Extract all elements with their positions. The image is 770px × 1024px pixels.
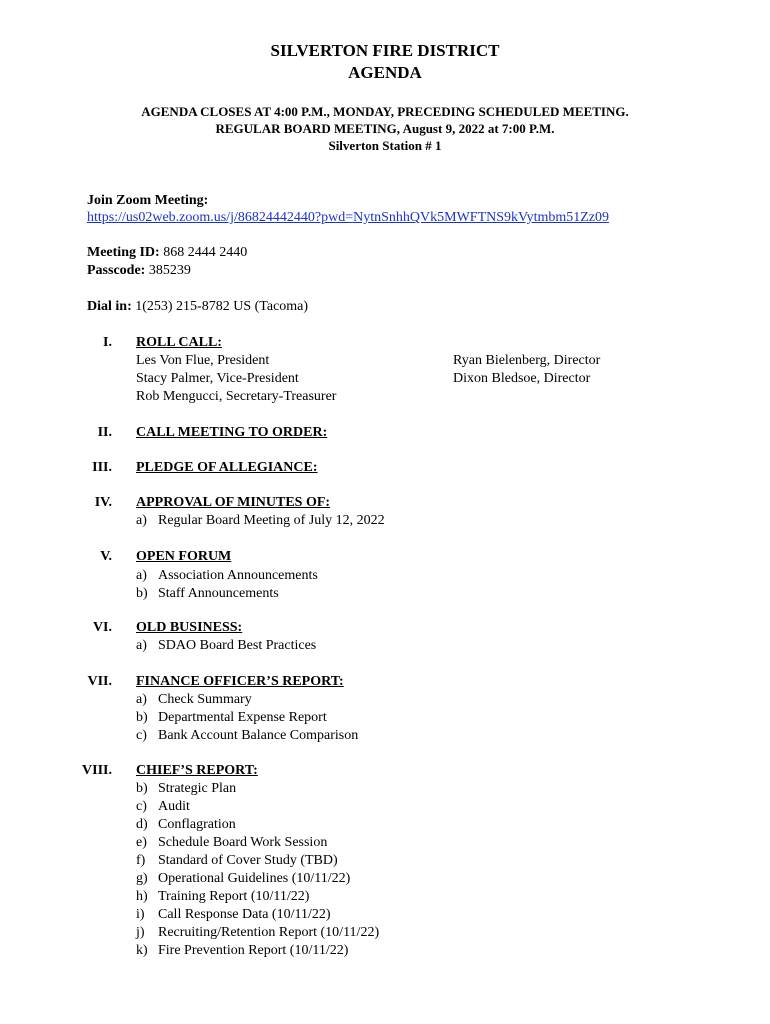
section-number-1: I. (103, 335, 112, 350)
dial-in-label: Dial in: (87, 299, 132, 314)
list-item: d) Conflagration (136, 817, 236, 832)
list-item: f) Standard of Cover Study (TBD) (136, 853, 338, 868)
open-forum-list (136, 567, 318, 603)
list-item: i) Call Response Data (10/11/22) (136, 907, 331, 922)
roll-call-member: Stacy Palmer, Vice-President (136, 371, 299, 386)
meeting-date-line: REGULAR BOARD MEETING, August 9, 2022 at 7:00 P.M. (215, 121, 555, 136)
finance-report-list (136, 691, 358, 745)
dial-in-value: 1(253) 215-8782 US (Tacoma) (135, 299, 309, 314)
list-item: c) Audit (136, 799, 190, 814)
list-item: k) Fire Prevention Report (10/11/22) (136, 943, 349, 958)
roll-call-member: Rob Mengucci, Secretary-Treasurer (136, 389, 337, 404)
list-item: a) Check Summary (136, 692, 252, 707)
list-item: e) Schedule Board Work Session (136, 835, 328, 850)
roll-call-member: Les Von Flue, President (136, 353, 270, 368)
list-item: a) SDAO Board Best Practices (136, 638, 317, 653)
meeting-location: Silverton Station # 1 (328, 138, 442, 153)
section-title-open-forum: OPEN FORUM (136, 549, 232, 564)
passcode-label: Passcode: (87, 263, 146, 278)
list-item: b) Departmental Expense Report (136, 710, 327, 725)
section-number-8: VIII. (82, 763, 112, 778)
list-item: h) Training Report (10/11/22) (136, 889, 310, 904)
old-business-list (136, 637, 316, 655)
list-item: b) Staff Announcements (136, 586, 279, 601)
list-item: c) Bank Account Balance Comparison (136, 728, 359, 743)
chiefs-report-list (136, 780, 379, 960)
section-number-2: II. (97, 425, 112, 440)
zoom-join-label: Join Zoom Meeting: (87, 193, 209, 208)
roll-call-right-list (453, 352, 600, 388)
section-title-roll-call: ROLL CALL: (136, 335, 222, 350)
agenda-closing-notice: AGENDA CLOSES AT 4:00 P.M., MONDAY, PRECEDING SCHEDULED MEETING. (141, 104, 629, 119)
section-title-call-to-order: CALL MEETING TO ORDER: (136, 425, 328, 440)
section-title-approval-minutes: APPROVAL OF MINUTES OF: (136, 495, 331, 510)
section-number-3: III. (92, 460, 112, 475)
list-item: a) Regular Board Meeting of July 12, 2022 (136, 513, 385, 528)
list-item: b) Strategic Plan (136, 781, 237, 796)
zoom-meeting-link[interactable]: https://us02web.zoom.us/j/86824442440?pwd=NytnSnhhQVk5MWFTNS9kVytmbm51Zz09 (87, 210, 610, 225)
passcode-value: 385239 (148, 263, 191, 278)
dial-in-line (87, 299, 308, 315)
approval-minutes-list (136, 512, 385, 530)
meeting-id-line (87, 245, 247, 261)
district-title: SILVERTON FIRE DISTRICT (270, 41, 500, 60)
roll-call-left-list (136, 352, 336, 406)
section-number-4: IV. (94, 495, 112, 510)
section-number-5: V. (100, 549, 112, 564)
section-title-pledge: PLEDGE OF ALLEGIANCE: (136, 460, 318, 475)
list-item: j) Recruiting/Retention Report (10/11/22) (136, 925, 380, 940)
list-item: a) Association Announcements (136, 568, 318, 583)
meeting-id-value: 868 2444 2440 (163, 245, 248, 260)
section-title-finance-report: FINANCE OFFICER’S REPORT: (136, 674, 344, 689)
list-item: g) Operational Guidelines (10/11/22) (136, 871, 351, 886)
passcode-line (87, 263, 191, 279)
section-title-old-business: OLD BUSINESS: (136, 620, 243, 635)
agenda-title: AGENDA (348, 63, 422, 82)
meeting-id-label: Meeting ID: (87, 245, 160, 260)
section-number-7: VII. (87, 674, 112, 689)
section-title-chiefs-report: CHIEF’S REPORT: (136, 763, 258, 778)
roll-call-member: Dixon Bledsoe, Director (453, 371, 591, 386)
section-number-6: VI. (92, 620, 112, 635)
roll-call-member: Ryan Bielenberg, Director (453, 353, 601, 368)
